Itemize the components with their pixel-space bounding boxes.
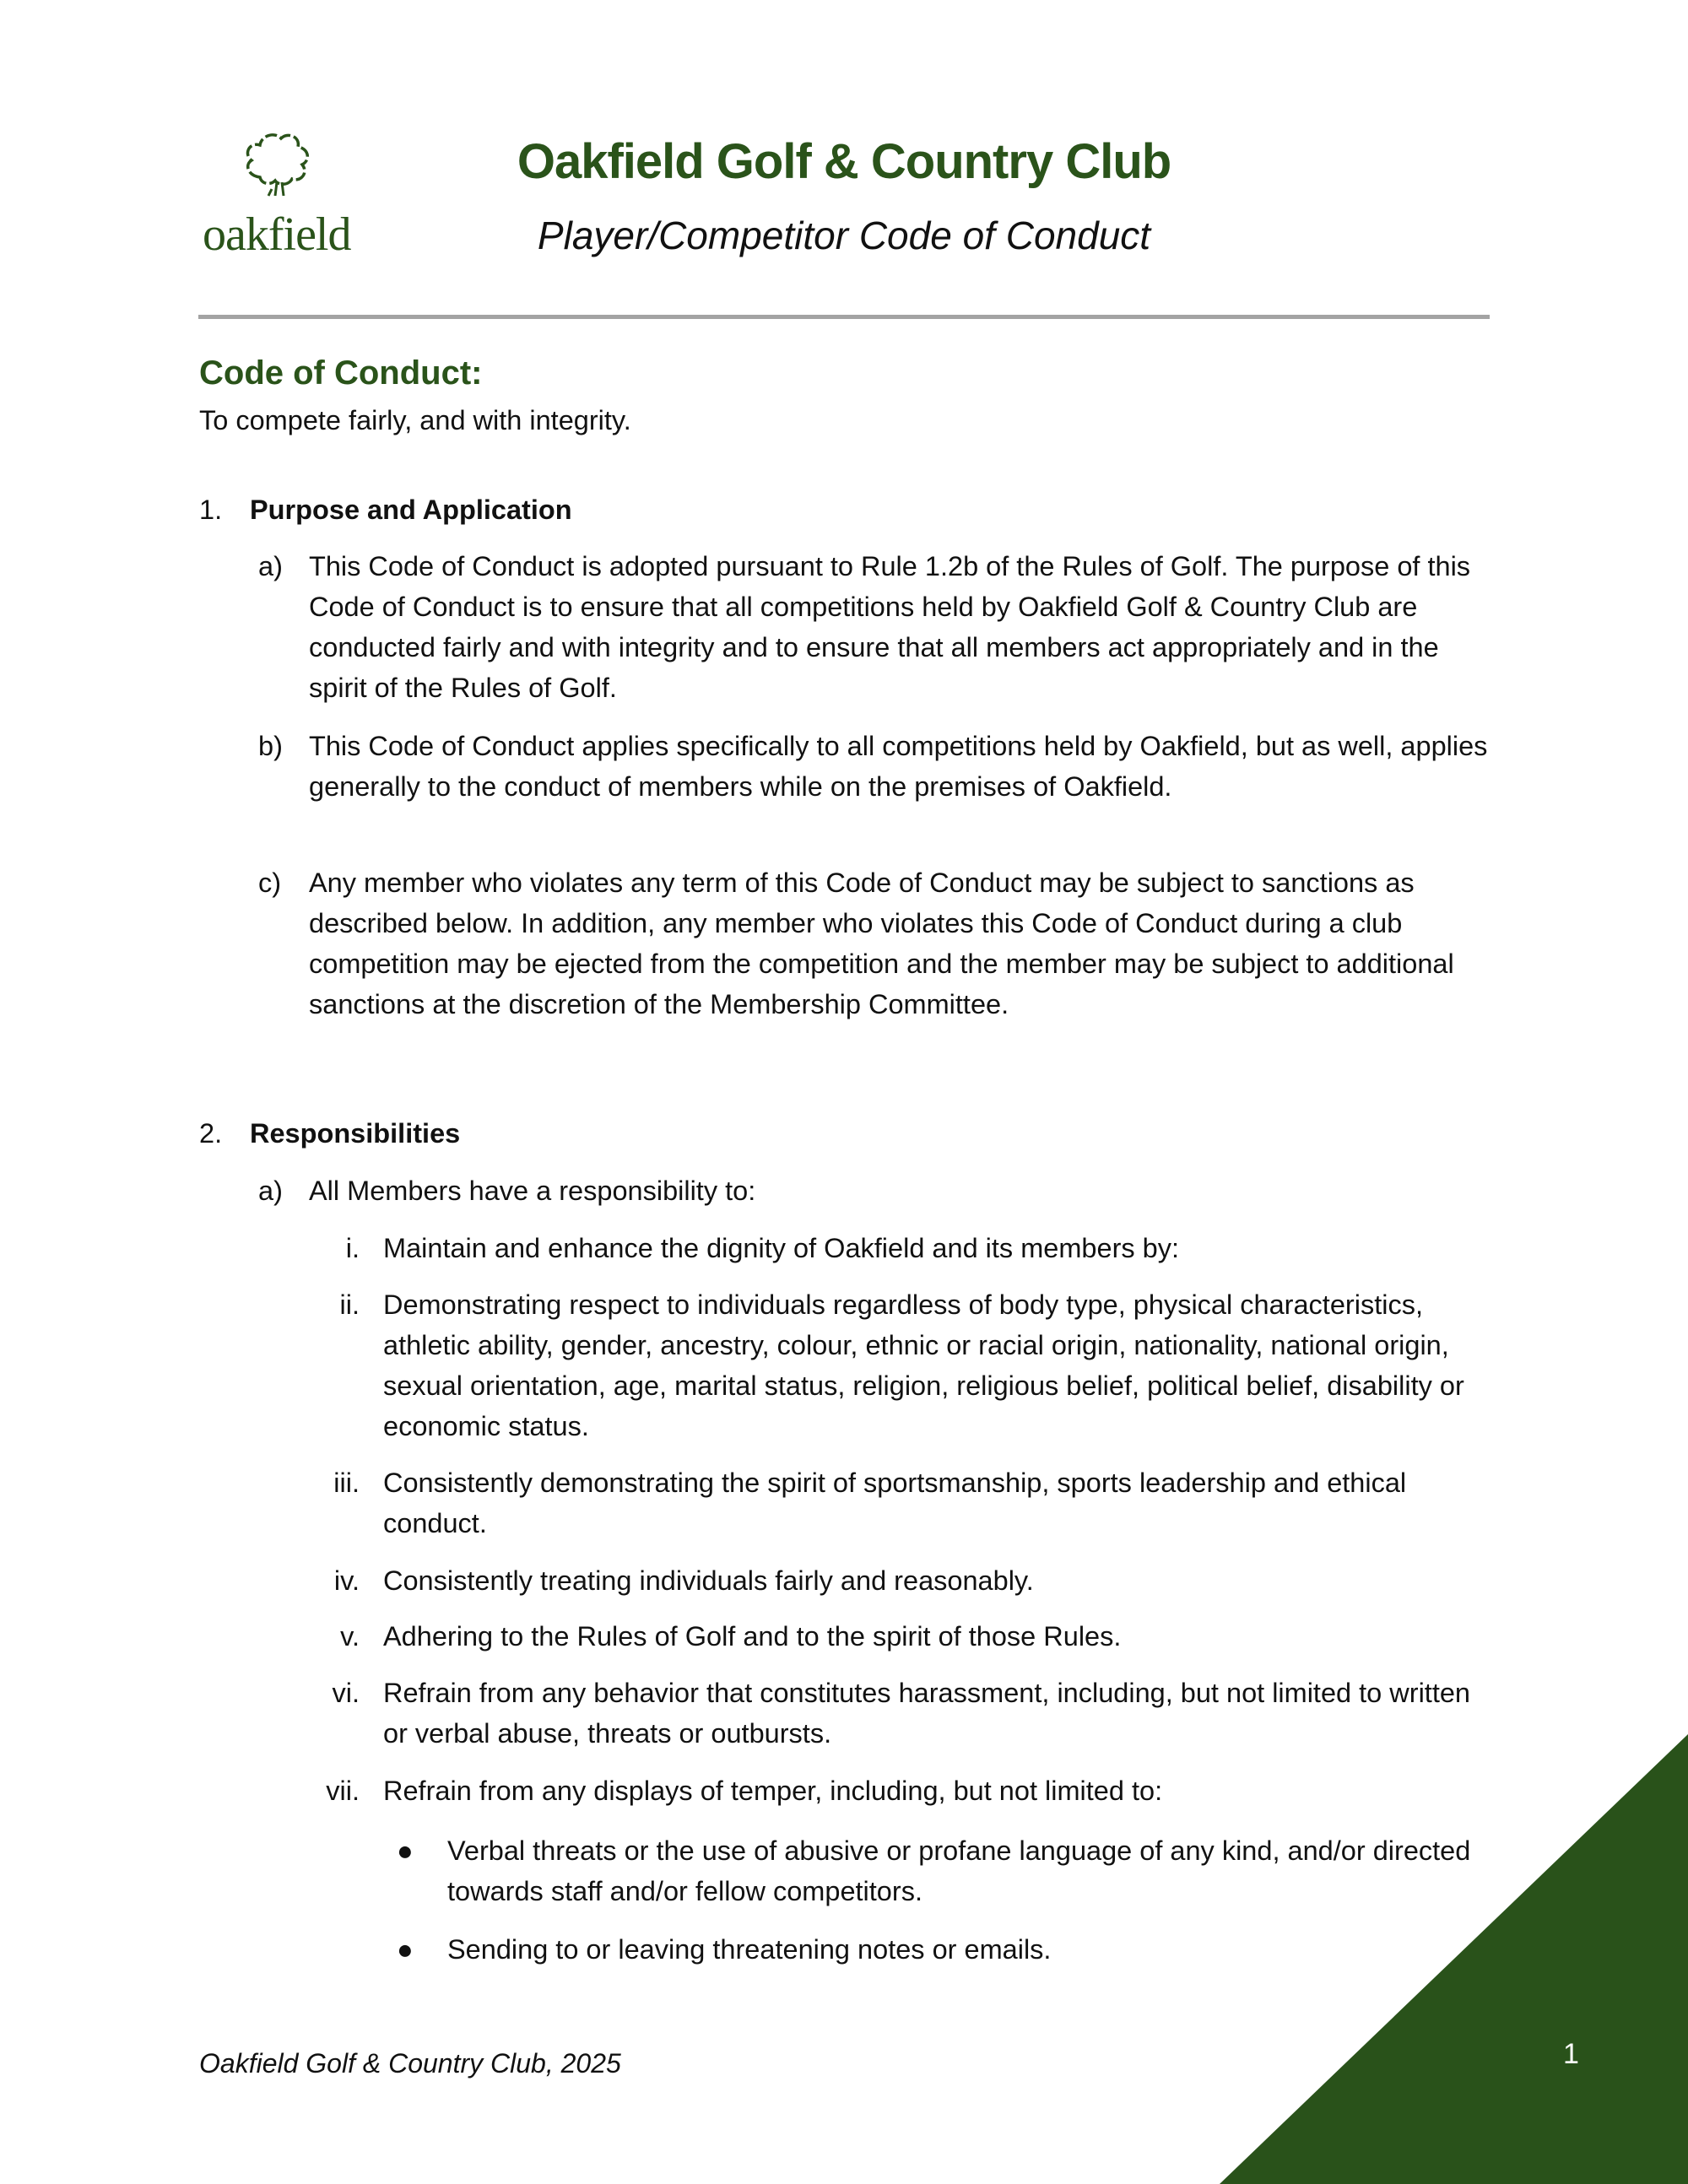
subitem-label: iii. bbox=[333, 1468, 360, 1498]
subitem-label: v. bbox=[340, 1621, 360, 1652]
intro-text: To compete fairly, and with integrity. bbox=[199, 405, 631, 435]
page-subtitle: Player/Competitor Code of Conduct bbox=[537, 214, 1151, 257]
subitem-text: Demonstrating respect to individuals regardless of body type, physical characteristics, athletic ability, gender, ancestry, colour, ethnic or racial origin, nationality, national origin, sexual orientation, age, marital status, religion, religious belief, political belief, disability or economic status. bbox=[383, 1289, 1464, 1441]
page-title: Oakfield Golf & Country Club bbox=[517, 134, 1171, 189]
bullet-text: Sending to or leaving threatening notes or emails. bbox=[447, 1934, 1052, 1965]
footer-text: Oakfield Golf & Country Club, 2025 bbox=[199, 2048, 621, 2079]
subitem-text: Consistently treating individuals fairly and reasonably. bbox=[383, 1565, 1034, 1596]
bullet-icon: ● bbox=[397, 1934, 414, 1965]
item-text: This Code of Conduct applies specifically to all competitions held by Oakfield, but as well, applies generally to the conduct of members while on the premises of Oakfield. bbox=[309, 731, 1488, 802]
bullet-icon: ● bbox=[397, 1835, 414, 1866]
item-text: All Members have a responsibility to: bbox=[309, 1176, 756, 1206]
subitem-label: ii. bbox=[339, 1289, 360, 1320]
subitem-text: Refrain from any displays of temper, including, but not limited to: bbox=[383, 1776, 1163, 1806]
item-label: a) bbox=[258, 551, 283, 581]
logo-wordmark: oakfield bbox=[203, 208, 351, 261]
item-label: b) bbox=[258, 731, 283, 761]
item-text: Any member who violates any term of this Code of Conduct may be subject to sanctions as described below. In addition, any member who violates this Code of Conduct during a club competition may be ejected from the competition and the member may be subject to additional sanctions at the discretion of the Membership Committee. bbox=[309, 868, 1454, 1019]
subitem-label: iv. bbox=[333, 1565, 360, 1596]
subitem-label: vi. bbox=[332, 1678, 360, 1708]
section-title: Responsibilities bbox=[250, 1118, 461, 1149]
section-number: 2. bbox=[199, 1118, 223, 1149]
subitem-label: vii. bbox=[326, 1776, 360, 1806]
subitem-text: Consistently demonstrating the spirit of sportsmanship, sports leadership and ethical conduct. bbox=[383, 1468, 1407, 1538]
bullet-text: Verbal threats or the use of abusive or profane language of any kind, and/or directed towards staff and/or fellow competitors. bbox=[447, 1835, 1471, 1906]
subitem-text: Adhering to the Rules of Golf and to the spirit of those Rules. bbox=[383, 1621, 1122, 1652]
item-label: c) bbox=[258, 868, 282, 898]
subitem-text: Maintain and enhance the dignity of Oakfield and its members by: bbox=[383, 1233, 1180, 1263]
item-label: a) bbox=[258, 1176, 283, 1206]
item-text: This Code of Conduct is adopted pursuant to Rule 1.2b of the Rules of Golf. The purpose of this Code of Conduct is to ensure that all competitions held by Oakfield Golf & Country Club are conducted fairly and with integrity and to ensure that all members act appropriately and in the spirit of the Rules of Golf. bbox=[309, 551, 1471, 703]
intro-heading: Code of Conduct: bbox=[199, 354, 483, 392]
section-title: Purpose and Application bbox=[250, 495, 572, 525]
page-number: 1 bbox=[1563, 2038, 1579, 2070]
section-number: 1. bbox=[199, 495, 223, 525]
subitem-label: i. bbox=[345, 1233, 360, 1263]
subitem-text: Refrain from any behavior that constitutes harassment, including, but not limited to written or verbal abuse, threats or outbursts. bbox=[383, 1678, 1471, 1749]
